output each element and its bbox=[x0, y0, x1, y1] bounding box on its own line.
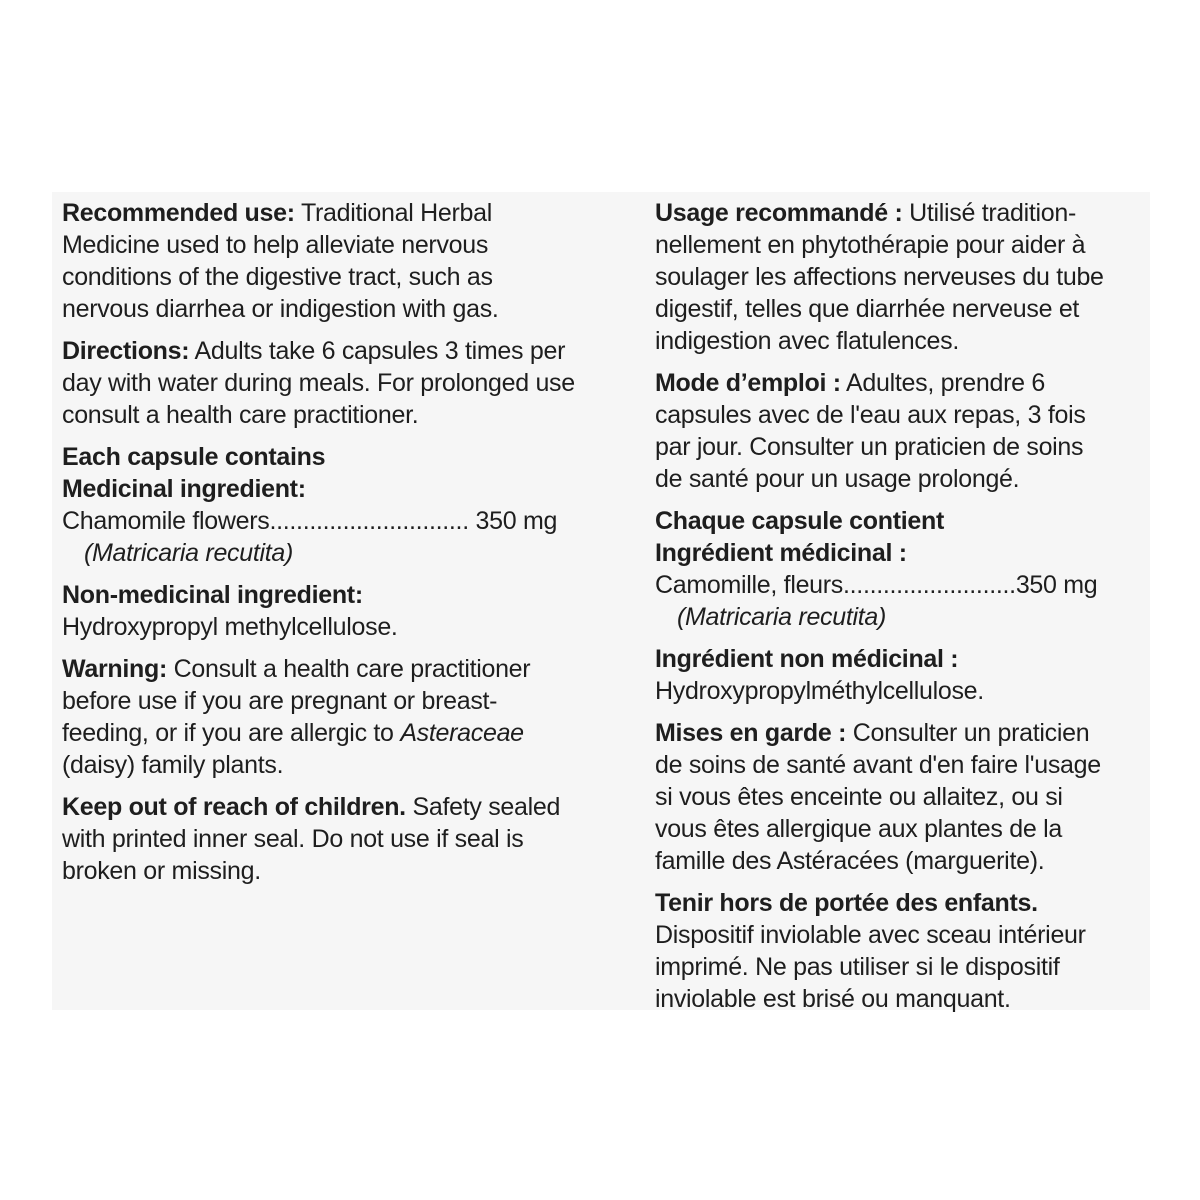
directions-label: Directions: bbox=[62, 337, 190, 365]
usage-recommande-section: Usage recommandé : Utilisé tradition- nellement en phytothérapie pour aider à soulager les affections nerveuses du tube digestif, telles que diarrhée nerveuse et indigestion avec flatulences. bbox=[655, 199, 1104, 355]
recommended-use-section: Recommended use: Traditional Herbal Medicine used to help alleviate nervous conditions of the digestive tract, such as nervous diarrhea or indigestion with gas. bbox=[62, 199, 499, 323]
french-column bbox=[655, 197, 1145, 1025]
chaque-capsule-heading: Chaque capsule contient bbox=[655, 507, 944, 535]
ingredient-row: Chamomile flowers.............................. 350 mg bbox=[62, 507, 558, 535]
non-medicinal-fr-value: Hydroxypropylméthylcellulose. bbox=[655, 677, 984, 705]
mises-en-garde-label: Mises en garde : bbox=[655, 719, 847, 747]
ingredient-fr-row: Camomille, fleurs..........................350 mg bbox=[655, 571, 1098, 599]
warning-section: Warning: Consult a health care practitioner before use if you are pregnant or breast- feeding, or if you are allergic to Asteraceae (daisy) family plants. bbox=[62, 655, 531, 779]
tenir-hors-label: Tenir hors de portée des enfants. bbox=[655, 889, 1038, 917]
label-panel bbox=[52, 192, 1150, 1013]
medicinal-ingredient-heading: Medicinal ingredient: bbox=[62, 475, 306, 503]
ingredient-latin-name: (Matricaria recutita) bbox=[84, 539, 294, 567]
each-capsule-heading: Each capsule contains bbox=[62, 443, 326, 471]
keep-out-section: Keep out of reach of children. Safety sealed with printed inner seal. Do not use if seal is broken or missing. bbox=[62, 793, 561, 885]
english-column bbox=[62, 197, 632, 897]
non-medicinal-fr-section bbox=[655, 643, 1145, 707]
usage-recommande-label: Usage recommandé : bbox=[655, 199, 903, 227]
keep-out-label: Keep out of reach of children. bbox=[62, 793, 406, 821]
recommended-use-label: Recommended use: bbox=[62, 199, 295, 227]
mode-emploi-section: Mode d’emploi : Adultes, prendre 6 capsules avec de l'eau aux repas, 3 fois par jour. Consulter un praticien de soins de santé pour un usage prolongé. bbox=[655, 369, 1086, 493]
ingredient-medicinal-heading: Ingrédient médicinal : bbox=[655, 539, 907, 567]
ingredients-fr-section bbox=[655, 505, 1145, 633]
tenir-hors-section: Tenir hors de portée des enfants. Dispositif inviolable avec sceau intérieur imprimé. Ne pas utiliser si le dispositif inviolable est brisé ou manquant. bbox=[655, 889, 1086, 1013]
non-medicinal-section bbox=[62, 579, 632, 643]
warning-label: Warning: bbox=[62, 655, 167, 683]
ingredients-section bbox=[62, 441, 632, 569]
non-medicinal-value: Hydroxypropyl methylcellulose. bbox=[62, 613, 398, 641]
mises-en-garde-section: Mises en garde : Consulter un praticien de soins de santé avant d'en faire l'usage si vous êtes enceinte ou allaitez, ou si vous êtes allergique aux plantes de la famille des Astéracées (marguerite). bbox=[655, 719, 1101, 875]
ingredient-fr-latin-name: (Matricaria recutita) bbox=[677, 603, 887, 631]
non-medicinal-fr-heading: Ingrédient non médicinal : bbox=[655, 645, 959, 673]
non-medicinal-heading: Non-medicinal ingredient: bbox=[62, 581, 363, 609]
directions-section: Directions: Adults take 6 capsules 3 times per day with water during meals. For prolonged use consult a health care practitioner. bbox=[62, 337, 575, 429]
mode-emploi-label: Mode d’emploi : bbox=[655, 369, 841, 397]
